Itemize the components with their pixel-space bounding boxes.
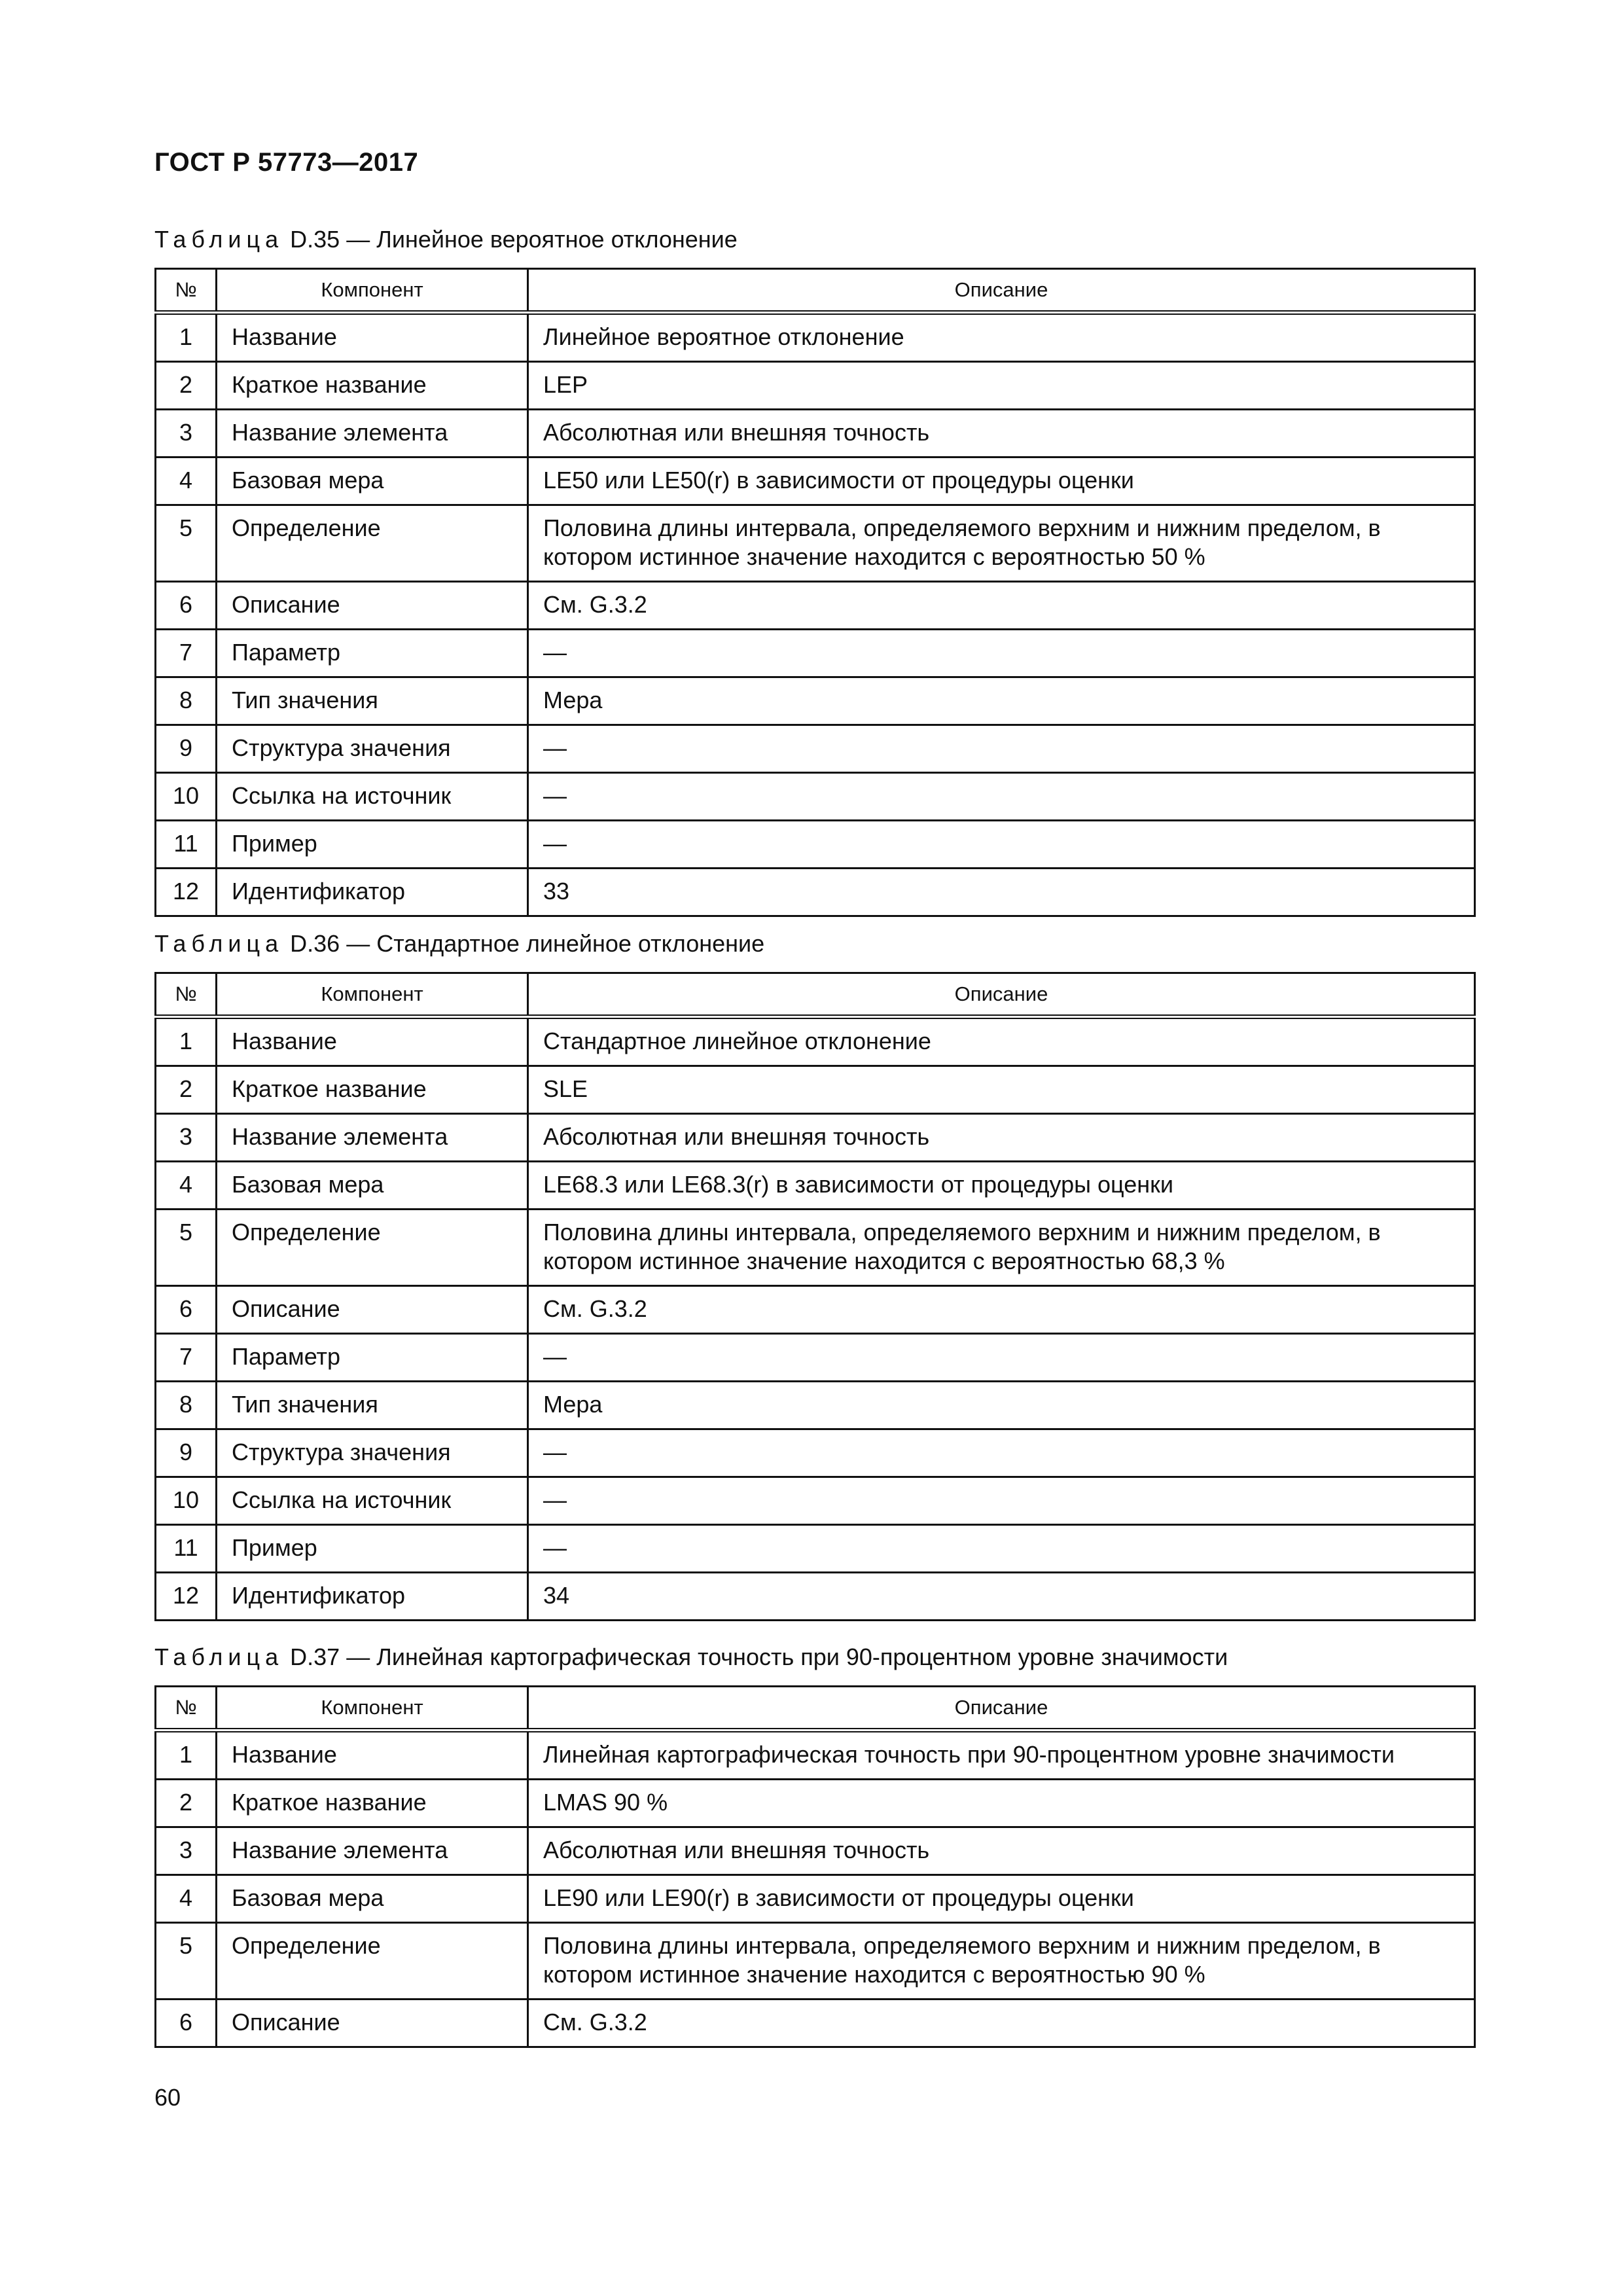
row-number: 9 (156, 1429, 217, 1477)
table-row (156, 1114, 1475, 1162)
row-component: Параметр (217, 1334, 528, 1382)
row-description: — (528, 1525, 1475, 1573)
row-number: 11 (156, 821, 217, 869)
row-description: Линейная картографическая точность при 90-процентном уровне значимости (528, 1731, 1475, 1780)
spec-table (154, 1685, 1476, 2048)
row-component: Пример (217, 821, 528, 869)
table-row (156, 1334, 1475, 1382)
row-component: Определение (217, 1923, 528, 2000)
row-number: 2 (156, 362, 217, 410)
table-row (156, 725, 1475, 773)
table-caption-text: D.36 — Стандартное линейное отклонение (283, 930, 765, 957)
table-block (154, 224, 1474, 917)
row-number: 12 (156, 869, 217, 916)
table-row (156, 773, 1475, 821)
row-description: См. G.3.2 (528, 2000, 1475, 2047)
row-description: Стандартное линейное отклонение (528, 1017, 1475, 1066)
row-description: См. G.3.2 (528, 582, 1475, 630)
table-row (156, 1017, 1475, 1066)
table-row (156, 505, 1475, 582)
table-row (156, 313, 1475, 362)
row-number: 3 (156, 1114, 217, 1162)
table-caption-label: Таблица (154, 930, 284, 957)
row-description: LMAS 90 % (528, 1780, 1475, 1827)
column-header-description: Описание (528, 269, 1475, 313)
table-row (156, 1429, 1475, 1477)
row-component: Название (217, 1017, 528, 1066)
row-component: Краткое название (217, 1066, 528, 1114)
table-row (156, 1923, 1475, 2000)
table-row (156, 410, 1475, 457)
row-number: 8 (156, 1382, 217, 1429)
row-component: Название элемента (217, 1114, 528, 1162)
table-caption-text: D.37 — Линейная картографическая точность при 90-процентном уровне значимости (283, 1643, 1228, 1670)
table-row (156, 582, 1475, 630)
row-description: Половина длины интервала, определяемого верхним и нижним пределом, в котором истинное значение находится с вероятностью 50 % (528, 505, 1475, 582)
column-header-number: № (156, 973, 217, 1017)
row-description: — (528, 630, 1475, 677)
table-row (156, 821, 1475, 869)
row-description: LEP (528, 362, 1475, 410)
table-caption (154, 224, 1474, 255)
table-header-row (156, 269, 1475, 313)
spec-table (154, 268, 1476, 917)
column-header-description: Описание (528, 1687, 1475, 1731)
row-number: 8 (156, 677, 217, 725)
table-row (156, 869, 1475, 916)
table-row (156, 362, 1475, 410)
row-number: 5 (156, 1210, 217, 1286)
row-component: Краткое название (217, 1780, 528, 1827)
row-description: Половина длины интервала, определяемого верхним и нижним пределом, в котором истинное значение находится с вероятностью 68,3 % (528, 1210, 1475, 1286)
row-number: 4 (156, 457, 217, 505)
row-component: Ссылка на источник (217, 1477, 528, 1525)
row-component: Тип значения (217, 1382, 528, 1429)
row-description: — (528, 773, 1475, 821)
table-row (156, 2000, 1475, 2047)
row-description: — (528, 1477, 1475, 1525)
row-number: 11 (156, 1525, 217, 1573)
row-description: См. G.3.2 (528, 1286, 1475, 1334)
row-description: LE90 или LE90(r) в зависимости от процедуры оценки (528, 1875, 1475, 1923)
row-number: 5 (156, 1923, 217, 2000)
row-description: Мера (528, 677, 1475, 725)
row-description: — (528, 725, 1475, 773)
row-description: LE50 или LE50(r) в зависимости от процедуры оценки (528, 457, 1475, 505)
table-block (154, 929, 1474, 1621)
row-component: Базовая мера (217, 1875, 528, 1923)
row-component: Название элемента (217, 1827, 528, 1875)
spec-table (154, 972, 1476, 1621)
table-row (156, 1162, 1475, 1210)
row-description: — (528, 1429, 1475, 1477)
row-number: 4 (156, 1162, 217, 1210)
row-number: 5 (156, 505, 217, 582)
row-component: Определение (217, 505, 528, 582)
row-description: — (528, 1334, 1475, 1382)
row-description: Половина длины интервала, определяемого верхним и нижним пределом, в котором истинное значение находится с вероятностью 90 % (528, 1923, 1475, 2000)
row-component: Идентификатор (217, 869, 528, 916)
row-number: 3 (156, 1827, 217, 1875)
row-component: Описание (217, 582, 528, 630)
row-description: Линейное вероятное отклонение (528, 313, 1475, 362)
row-number: 7 (156, 630, 217, 677)
table-row (156, 677, 1475, 725)
row-component: Название (217, 1731, 528, 1780)
row-number: 2 (156, 1780, 217, 1827)
row-component: Параметр (217, 630, 528, 677)
row-description: 33 (528, 869, 1475, 916)
row-number: 6 (156, 1286, 217, 1334)
row-description: Абсолютная или внешняя точность (528, 410, 1475, 457)
table-header-row (156, 973, 1475, 1017)
table-row (156, 1477, 1475, 1525)
row-number: 2 (156, 1066, 217, 1114)
row-component: Базовая мера (217, 1162, 528, 1210)
row-number: 10 (156, 773, 217, 821)
document-header: ГОСТ Р 57773—2017 (154, 148, 419, 177)
row-component: Ссылка на источник (217, 773, 528, 821)
row-description: Абсолютная или внешняя точность (528, 1827, 1475, 1875)
row-number: 6 (156, 2000, 217, 2047)
row-number: 1 (156, 1017, 217, 1066)
table-row (156, 1066, 1475, 1114)
row-number: 9 (156, 725, 217, 773)
table-header-row (156, 1687, 1475, 1731)
table-caption (154, 929, 1474, 959)
row-number: 12 (156, 1573, 217, 1621)
table-caption-label: Таблица (154, 226, 284, 253)
table-caption (154, 1642, 1474, 1672)
row-description: 34 (528, 1573, 1475, 1621)
row-description: Абсолютная или внешняя точность (528, 1114, 1475, 1162)
row-description: LE68.3 или LE68.3(r) в зависимости от процедуры оценки (528, 1162, 1475, 1210)
table-block (154, 1642, 1474, 2048)
table-row (156, 1780, 1475, 1827)
row-number: 7 (156, 1334, 217, 1382)
row-number: 10 (156, 1477, 217, 1525)
page-number: 60 (154, 2084, 181, 2111)
column-header-number: № (156, 269, 217, 313)
row-number: 6 (156, 582, 217, 630)
table-caption-text: D.35 — Линейное вероятное отклонение (283, 226, 738, 253)
column-header-component: Компонент (217, 973, 528, 1017)
table-row (156, 1875, 1475, 1923)
column-header-description: Описание (528, 973, 1475, 1017)
column-header-component: Компонент (217, 1687, 528, 1731)
row-number: 4 (156, 1875, 217, 1923)
table-row (156, 1286, 1475, 1334)
row-component: Название элемента (217, 410, 528, 457)
row-component: Базовая мера (217, 457, 528, 505)
row-component: Краткое название (217, 362, 528, 410)
row-component: Описание (217, 2000, 528, 2047)
row-component: Идентификатор (217, 1573, 528, 1621)
row-component: Структура значения (217, 725, 528, 773)
column-header-number: № (156, 1687, 217, 1731)
row-component: Структура значения (217, 1429, 528, 1477)
table-caption-label: Таблица (154, 1643, 284, 1670)
table-row (156, 630, 1475, 677)
row-component: Название (217, 313, 528, 362)
table-row (156, 1827, 1475, 1875)
row-component: Пример (217, 1525, 528, 1573)
row-description: SLE (528, 1066, 1475, 1114)
table-row (156, 1573, 1475, 1621)
row-component: Определение (217, 1210, 528, 1286)
row-description: Мера (528, 1382, 1475, 1429)
table-row (156, 1382, 1475, 1429)
table-row (156, 1731, 1475, 1780)
table-row (156, 1525, 1475, 1573)
column-header-component: Компонент (217, 269, 528, 313)
table-row (156, 457, 1475, 505)
table-row (156, 1210, 1475, 1286)
row-number: 1 (156, 313, 217, 362)
row-number: 1 (156, 1731, 217, 1780)
row-component: Тип значения (217, 677, 528, 725)
row-description: — (528, 821, 1475, 869)
row-component: Описание (217, 1286, 528, 1334)
row-number: 3 (156, 410, 217, 457)
